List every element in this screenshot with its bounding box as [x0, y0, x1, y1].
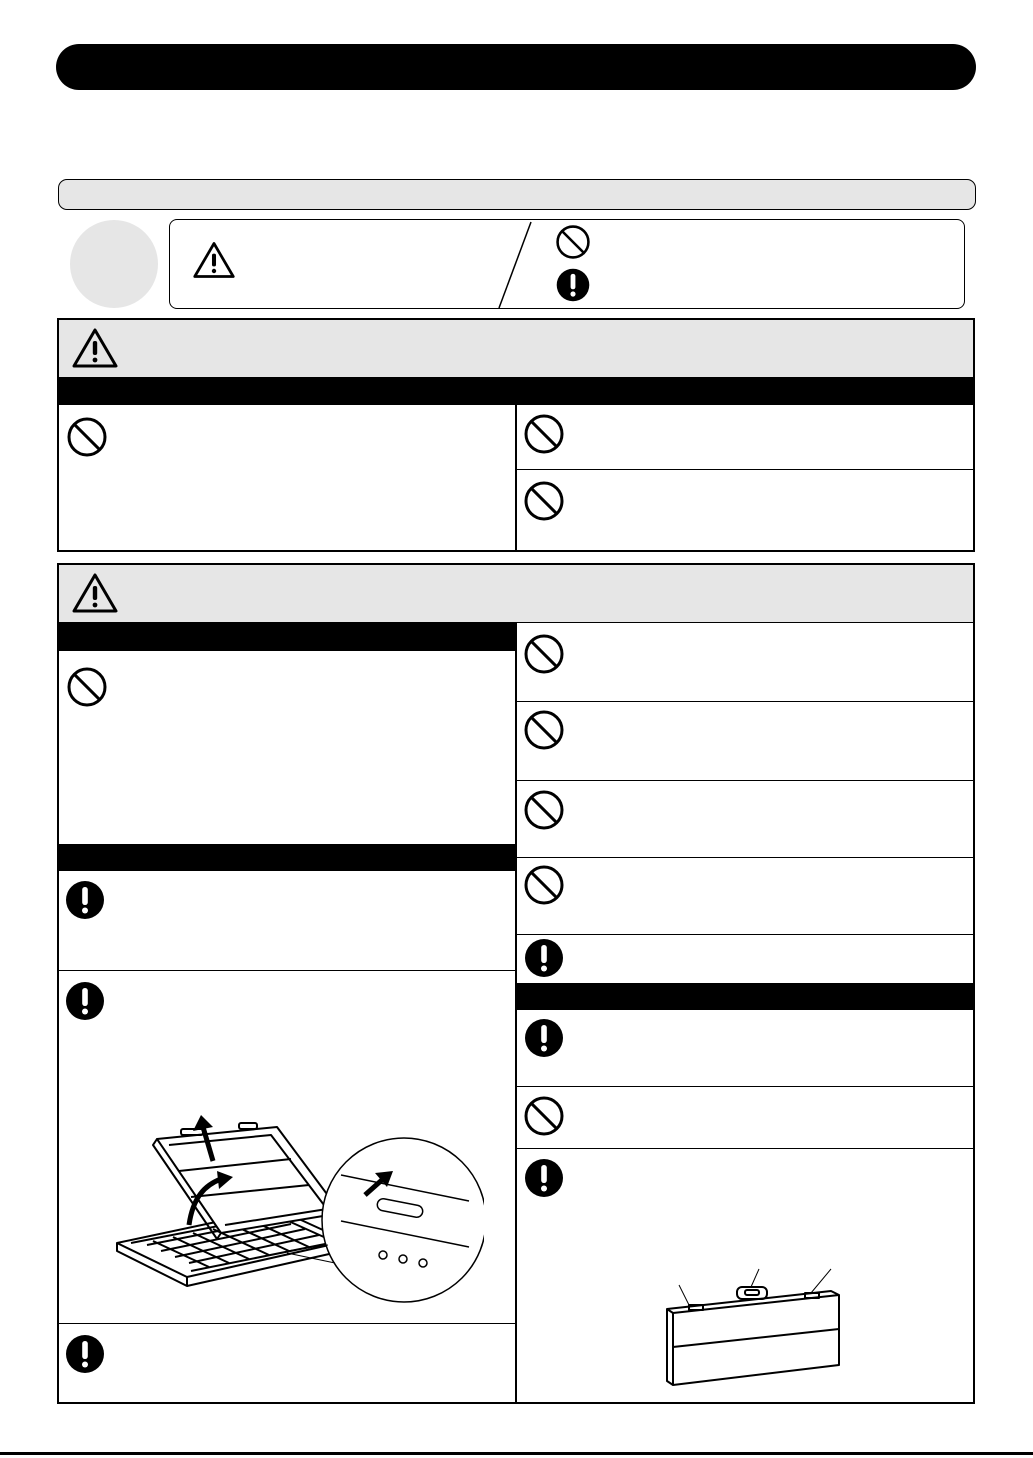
item-divider [59, 970, 515, 971]
item-divider [517, 934, 973, 935]
item-divider [517, 469, 973, 470]
caution-left-strip-1 [59, 623, 515, 651]
warning-triangle-icon [71, 327, 119, 369]
prohibition-icon [523, 413, 565, 455]
section-header-bar [58, 179, 976, 210]
prohibition-icon [555, 224, 591, 260]
mandatory-exclamation-icon [64, 879, 106, 921]
caution-panel [57, 563, 975, 1404]
warning-panel-header [59, 320, 973, 378]
prohibition-icon [66, 416, 108, 458]
open-case-illustration [109, 1105, 484, 1323]
mandatory-exclamation-icon [64, 980, 106, 1022]
item-divider [517, 701, 973, 702]
caution-left-strip-2 [59, 844, 515, 871]
prohibition-icon [523, 789, 565, 831]
warning-panel [57, 318, 975, 552]
warning-triangle-icon [71, 572, 119, 614]
column-divider [515, 623, 517, 1404]
mandatory-exclamation-icon [555, 267, 591, 303]
page-bottom-rule [0, 1452, 1033, 1455]
mandatory-exclamation-icon [523, 1157, 565, 1199]
legend-divider [495, 220, 535, 308]
warning-triangle-icon [192, 240, 236, 280]
item-divider [517, 780, 973, 781]
prohibition-icon [523, 633, 565, 675]
item-divider [517, 1086, 973, 1087]
caution-right-strip [517, 983, 973, 1010]
prohibition-icon [66, 666, 108, 708]
column-divider [515, 378, 517, 552]
item-divider [59, 1323, 515, 1324]
mandatory-exclamation-icon [523, 1017, 565, 1059]
title-band [56, 44, 976, 90]
prohibition-icon [523, 480, 565, 522]
mandatory-exclamation-icon [523, 937, 565, 979]
prohibition-icon [523, 864, 565, 906]
prohibition-icon [523, 1095, 565, 1137]
prohibition-icon [523, 709, 565, 751]
mandatory-exclamation-icon [64, 1333, 106, 1375]
caution-panel-header [59, 565, 973, 623]
item-divider [517, 1148, 973, 1149]
section-marker-circle [70, 220, 158, 308]
symbol-legend-box [169, 219, 965, 309]
item-divider [517, 857, 973, 858]
closed-case-illustration [659, 1265, 859, 1393]
